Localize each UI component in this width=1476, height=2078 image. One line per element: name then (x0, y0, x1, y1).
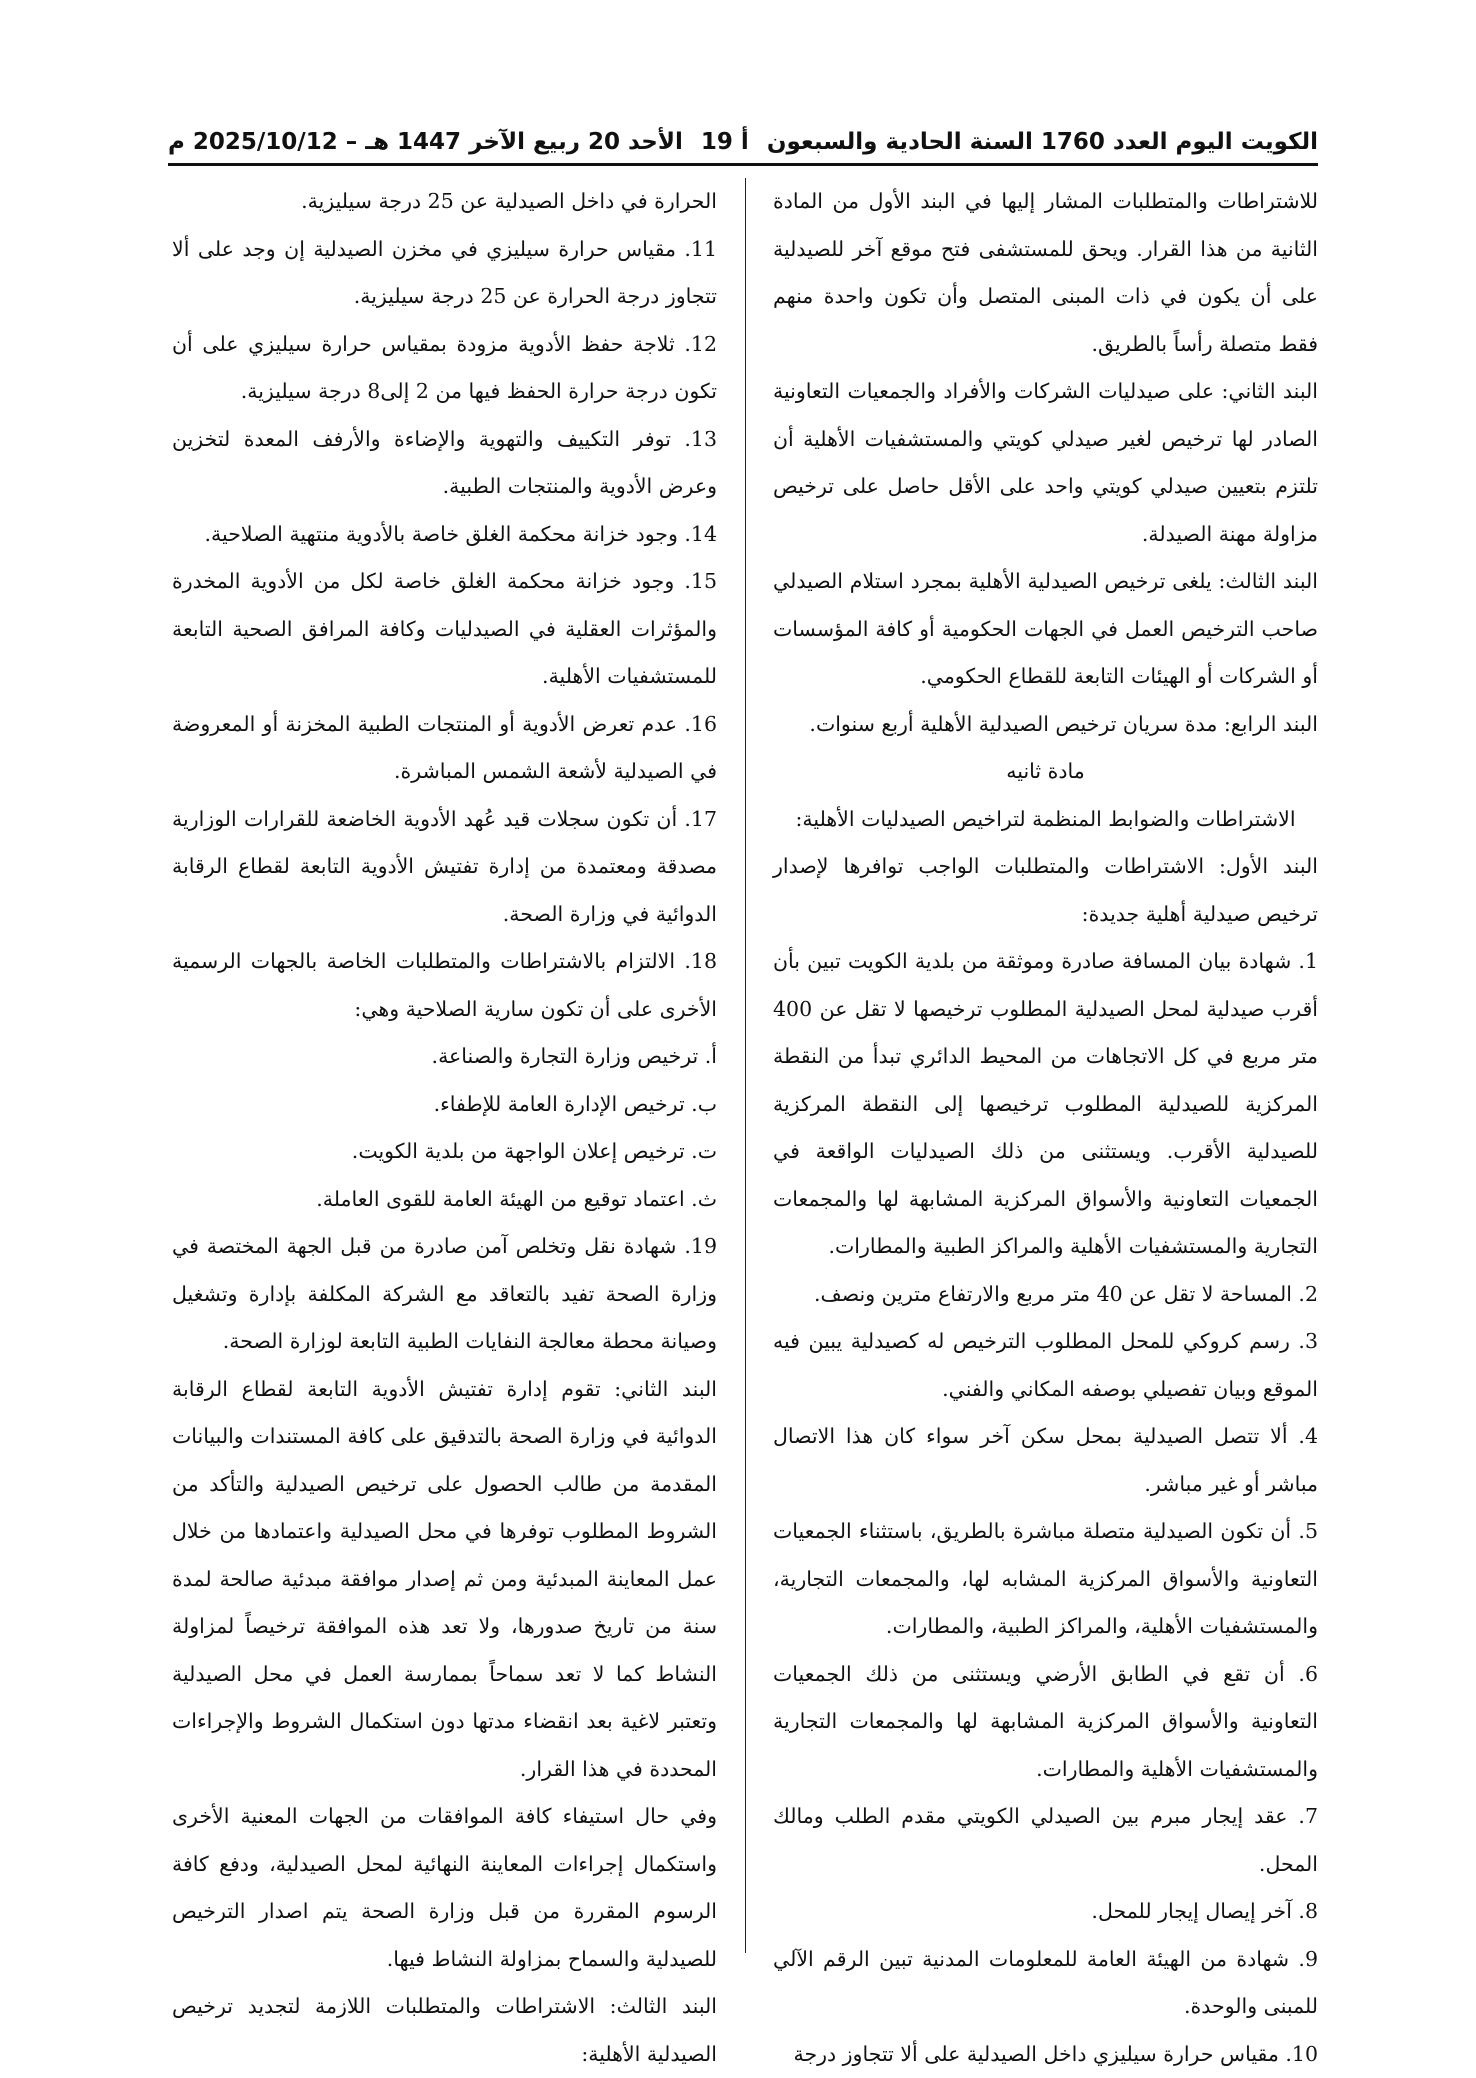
sub-list-item: أ. ترخيص وزارة التجارة والصناعة. (172, 1033, 717, 1081)
list-item: 17. أن تكون سجلات قيد عُهد الأدوية الخاضعة للقرارات الوزارية مصدقة ومعتمدة من إدارة تفتيش الأدوية التابعة لقطاع الرقابة الدوائية في وزارة الصحة. (172, 796, 717, 939)
right-column (773, 178, 1318, 2078)
list-item: 1. شهادة بيان المسافة صادرة وموثقة من بلدية الكويت تبين بأن أقرب صيدلية لمحل الصيدلية المطلوب ترخيصها لا تقل عن 400 متر مربع في كل الاتجاهات من المحيط الدائري تبدأ من النقطة المركزية للصيدلية المطلوب ترخيصها إلى النقطة المركزية للصيدلية الأقرب. ويستثنى من ذلك الصيدليات الواقعة في الجمعيات التعاونية والأسواق المركزية المشابهة لها والمجمعات التجارية والمستشفيات الأهلية والمراكز الطبية والمطارات. (773, 938, 1318, 1271)
list-item: 3. رسم كروكي للمحل المطلوب الترخيص له كصيدلية يبين فيه الموقع وبيان تفصيلي بوصفه المكاني والفني. (773, 1318, 1318, 1413)
page-header (168, 118, 1318, 166)
paragraph: البند الأول: الاشتراطات والمتطلبات الواجب توافرها لإصدار ترخيص صيدلية أهلية جديدة: (773, 843, 1318, 938)
paragraph: للاشتراطات والمتطلبات المشار إليها في البند الأول من المادة الثانية من هذا القرار. ويحق للمستشفى فتح موقع آخر للصيدلية على أن يكون في ذات المبنى المتصل وأن تكون واحدة منهم فقط متصلة رأساً بالطريق. (773, 178, 1318, 368)
article-heading: مادة ثانيه (773, 748, 1318, 796)
list-item: 18. الالتزام بالاشتراطات والمتطلبات الخاصة بالجهات الرسمية الأخرى على أن تكون سارية الصلاحية وهي: (172, 938, 717, 1033)
list-item: 6. أن تقع في الطابق الأرضي ويستثنى من ذلك الجمعيات التعاونية والأسواق المركزية المشابهة لها والمجمعات التجارية والمستشفيات الأهلية والمطارات. (773, 1651, 1318, 1794)
list-item: 7. عقد إيجار مبرم بين الصيدلي الكويتي مقدم الطلب ومالك المحل. (773, 1793, 1318, 1888)
list-item: 11. مقياس حرارة سيليزي في مخزن الصيدلية إن وجد على ألا تتجاوز درجة الحرارة عن 25 درجة سيليزية. (172, 226, 717, 321)
list-item: 10. مقياس حرارة سيليزي داخل الصيدلية على ألا تتجاوز درجة (773, 2031, 1318, 2078)
section-heading: الاشتراطات والضوابط المنظمة لتراخيص الصيدليات الأهلية: (773, 796, 1318, 844)
column-divider (745, 178, 746, 1953)
list-item: 4. ألا تتصل الصيدلية بمحل سكن آخر سواء كان هذا الاتصال مباشر أو غير مباشر. (773, 1413, 1318, 1508)
header-date: الأحد 20 ربيع الآخر 1447 هـ – 2025/10/12 م (168, 129, 683, 155)
paragraph: البند الثالث: يلغى ترخيص الصيدلية الأهلية بمجرد استلام الصيدلي صاحب الترخيص العمل في الجهات الحكومية أو كافة المؤسسات أو الشركات أو الهيئات التابعة للقطاع الحكومي. (773, 558, 1318, 701)
list-item: 15. وجود خزانة محكمة الغلق خاصة لكل من الأدوية المخدرة والمؤثرات العقلية في الصيدليات وكافة المرافق الصحية التابعة للمستشفيات الأهلية. (172, 558, 717, 701)
paragraph: البند الرابع: مدة سريان ترخيص الصيدلية الأهلية أربع سنوات. (773, 701, 1318, 749)
sub-list-item: ث. اعتماد توقيع من الهيئة العامة للقوى العاملة. (172, 1176, 717, 1224)
list-item: 16. عدم تعرض الأدوية أو المنتجات الطبية المخزنة أو المعروضة في الصيدلية لأشعة الشمس المباشرة. (172, 701, 717, 796)
list-item: 12. ثلاجة حفظ الأدوية مزودة بمقياس حرارة سيليزي على أن تكون درجة حرارة الحفظ فيها من 2 إلى8 درجة سيليزية. (172, 321, 717, 416)
paragraph: البند الثاني: تقوم إدارة تفتيش الأدوية التابعة لقطاع الرقابة الدوائية في وزارة الصحة بالتدقيق على كافة المستندات والبيانات المقدمة من طالب الحصول على ترخيص الصيدلية والتأكد من الشروط المطلوب توفرها في محل الصيدلية واعتمادها من خلال عمل المعاينة المبدئية ومن ثم إصدار موافقة مبدئية صالحة لمدة سنة من تاريخ صدورها، ولا تعد هذه الموافقة ترخيصاً لمزاولة النشاط كما لا تعد سماحاً بممارسة العمل في محل الصيدلية وتعتبر لاغية بعد انقضاء مدتها دون استكمال الشروط والإجراءات المحددة في هذا القرار. (172, 1366, 717, 1794)
sub-list-item: ت. ترخيص إعلان الواجهة من بلدية الكويت. (172, 1128, 717, 1176)
paragraph: البند الثاني: على صيدليات الشركات والأفراد والجمعيات التعاونية الصادر لها ترخيص لغير صيدلي كويتي والمستشفيات الأهلية أن تلتزم بتعيين صيدلي كويتي واحد على الأقل حاصل على ترخيص مزاولة مهنة الصيدلة. (773, 368, 1318, 558)
paragraph: وفي حال استيفاء كافة الموافقات من الجهات المعنية الأخرى واستكمال إجراءات المعاينة النهائية لمحل الصيدلية، ودفع كافة الرسوم المقررة من قبل وزارة الصحة يتم اصدار الترخيص للصيدلية والسماح بمزاولة النشاط فيها. (172, 1793, 717, 1983)
header-rule (168, 163, 1318, 166)
list-item: 5. أن تكون الصيدلية متصلة مباشرة بالطريق، باستثناء الجمعيات التعاونية والأسواق المركزية المشابه لها، والمجمعات التجارية، والمستشفيات الأهلية، والمراكز الطبية، والمطارات. (773, 1508, 1318, 1651)
list-item: 19. شهادة نقل وتخلص آمن صادرة من قبل الجهة المختصة في وزارة الصحة تفيد بالتعاقد مع الشركة المكلفة بإدارة وتشغيل وصيانة محطة معالجة النفايات الطبية التابعة لوزارة الصحة. (172, 1223, 717, 1366)
paragraph: البند الثالث: الاشتراطات والمتطلبات اللازمة لتجديد ترخيص الصيدلية الأهلية: (172, 1983, 717, 2078)
list-item: 13. توفر التكييف والتهوية والإضاءة والأرفف المعدة لتخزين وعرض الأدوية والمنتجات الطبية. (172, 416, 717, 511)
list-item: 2. المساحة لا تقل عن 40 متر مربع والارتفاع مترين ونصف. (773, 1271, 1318, 1319)
list-item: 9. شهادة من الهيئة العامة للمعلومات المدنية تبين الرقم الآلي للمبنى والوحدة. (773, 1936, 1318, 2031)
list-item: الحرارة في داخل الصيدلية عن 25 درجة سيليزية. (172, 178, 717, 226)
header-issue: الكويت اليوم العدد 1760 السنة الحادية والسبعون (767, 129, 1318, 155)
header-page-number: أ 19 (701, 129, 749, 155)
left-column (172, 178, 717, 2078)
list-item: 14. وجود خزانة محكمة الغلق خاصة بالأدوية منتهية الصلاحية. (172, 511, 717, 559)
sub-list-item: ب. ترخيص الإدارة العامة للإطفاء. (172, 1081, 717, 1129)
list-item: 8. آخر إيصال إيجار للمحل. (773, 1888, 1318, 1936)
